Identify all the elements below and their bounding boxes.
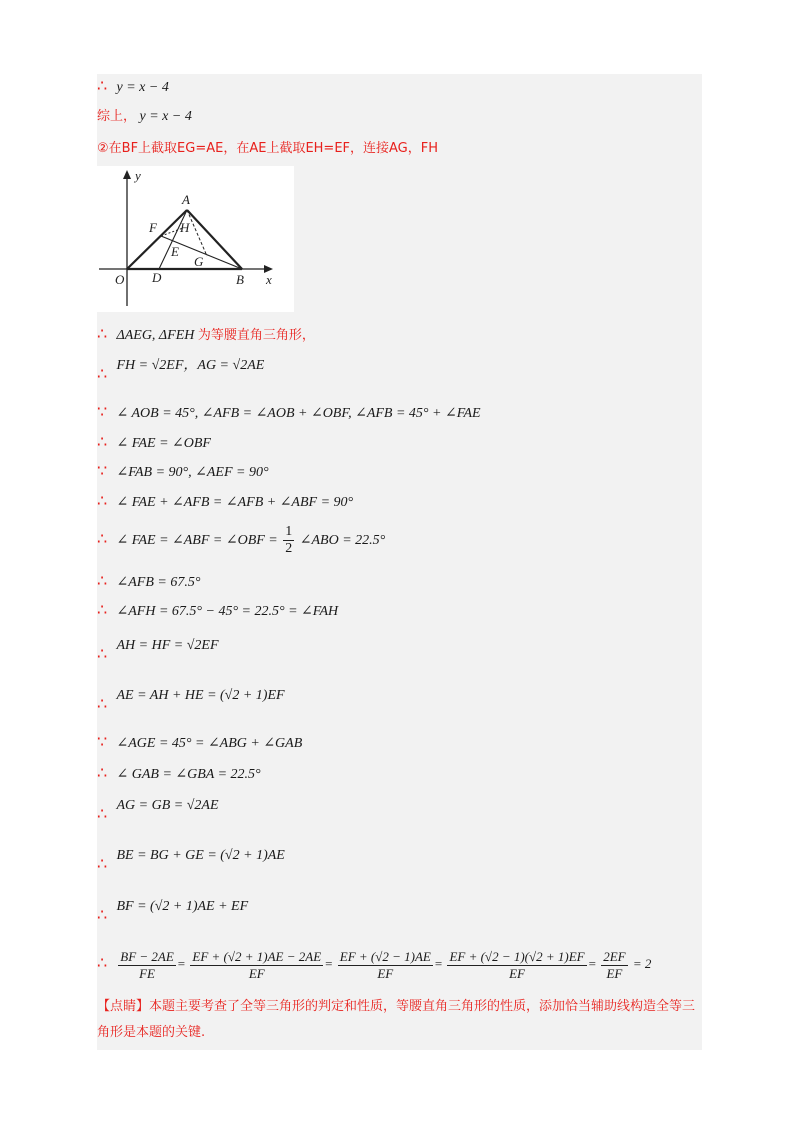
denominator: EF xyxy=(606,965,623,981)
therefore-symbol: ∴ xyxy=(97,856,108,873)
note-heading: 【点睛】 xyxy=(97,999,150,1014)
equation: BE = BG + GE = (√2 + 1)AE xyxy=(116,848,285,863)
step-fae-obf xyxy=(97,434,211,453)
because-symbol: ∵ xyxy=(97,404,108,421)
therefore-symbol: ∴ xyxy=(97,493,108,510)
equation: AG = GB = √2AE xyxy=(116,798,219,813)
step-ah-hf xyxy=(97,636,219,663)
denominator: EF xyxy=(509,965,525,981)
equation: ∠AFH = 67.5° − 45° = 22.5° = ∠FAH xyxy=(116,604,339,619)
denominator: EF xyxy=(377,965,394,981)
construction-step: ②在BF上截取EG=AE，在AE上截取EH=EF，连接AG，FH xyxy=(97,141,439,156)
fraction-3 xyxy=(338,949,433,982)
step-bf xyxy=(97,897,249,924)
equation: ∠ FAE = ∠OBF xyxy=(116,436,211,451)
numerator: BF − 2AE xyxy=(120,948,174,964)
therefore-symbol: ∴ xyxy=(97,907,108,924)
therefore-symbol: ∴ xyxy=(97,531,108,548)
numerator: 2EF xyxy=(603,948,626,964)
note-body: 本题主要考查了全等三角形的判定和性质，等腰直角三角形的性质，添加恰当辅助线构造全等三角形是本题的关键. xyxy=(97,999,696,1040)
equation: BF = (√2 + 1)AE + EF xyxy=(116,899,249,914)
therefore-symbol: ∴ xyxy=(97,434,108,451)
label-D: D xyxy=(152,270,162,285)
fraction-5 xyxy=(601,949,627,982)
equation: y = x − 4 xyxy=(139,109,192,124)
equation: ∠ FAE + ∠AFB = ∠AFB + ∠ABF = 90° xyxy=(116,495,354,510)
therefore-symbol: ∴ xyxy=(97,602,108,619)
step-be xyxy=(97,846,285,873)
numerator: EF + (√2 − 1)AE xyxy=(339,948,431,964)
numerator: EF + (√2 + 1)AE − 2AE xyxy=(192,948,322,964)
line-summary xyxy=(97,108,192,126)
step-afb xyxy=(97,573,200,592)
equation: ∠AGE = 45° = ∠ABG + ∠GAB xyxy=(116,736,303,751)
therefore-symbol: ∴ xyxy=(97,765,108,782)
line-y-eq xyxy=(97,78,169,97)
therefore-symbol: ∴ xyxy=(97,78,108,95)
therefore-symbol: ∴ xyxy=(97,573,108,590)
because-symbol: ∵ xyxy=(97,463,108,480)
fraction-2 xyxy=(190,949,323,982)
step-gab xyxy=(97,765,261,784)
step-isosceles xyxy=(97,326,315,345)
step-angle-aob xyxy=(97,404,481,423)
equation: y = x − 4 xyxy=(116,80,169,95)
step-sum-90 xyxy=(97,493,353,512)
equation-left: ∠ FAE = ∠ABF = ∠OBF = xyxy=(116,533,278,548)
equation: ∠FAB = 90°, ∠AEF = 90° xyxy=(116,465,269,480)
therefore-symbol: ∴ xyxy=(97,696,108,713)
step-ratio: ∴ $\frac{BF - 2AE}{FE}$ = $\frac{EF + (√2 + 1)AE - 2AE}{EF}$ = $\frac{EF + (√2 - 1)AE}{EF}$ = $\frac{EF + (√2 - 1)(√2 + 1)EF}{EF}$ = $\frac{2EF}{EF}$ = 2 xyxy=(97,946,651,982)
step-half-angle xyxy=(97,524,385,557)
label-x: x xyxy=(266,272,272,287)
label-E: E xyxy=(171,244,179,259)
therefore-symbol: ∴ xyxy=(97,646,108,663)
equation-right: ∠ABO = 22.5° xyxy=(299,533,386,548)
step-fab-90 xyxy=(97,463,269,482)
fraction-4 xyxy=(447,949,586,982)
triangles-text: 为等腰直角三角形， xyxy=(197,328,315,343)
fraction-1 xyxy=(118,949,176,982)
fraction-half xyxy=(283,524,294,557)
denominator: EF xyxy=(248,965,265,981)
label-O: O xyxy=(115,272,125,287)
denominator: FE xyxy=(139,965,155,981)
therefore-symbol: ∴ xyxy=(97,955,108,972)
note-paragraph xyxy=(97,994,697,1046)
step-ae xyxy=(97,686,285,713)
equation: AH = HF = √2EF xyxy=(116,638,219,653)
geometry-figure xyxy=(97,166,294,312)
result: = 2 xyxy=(632,956,652,971)
label-y: y xyxy=(135,168,141,183)
triangles-expr: ΔAEG, ΔFEH xyxy=(116,328,195,343)
therefore-symbol: ∴ xyxy=(97,806,108,823)
label-H: H xyxy=(180,220,190,235)
therefore-symbol: ∴ xyxy=(97,326,108,343)
label-F: F xyxy=(149,220,157,235)
numerator: 1 xyxy=(285,524,293,540)
equation: ∠AFB = 67.5° xyxy=(116,575,201,590)
label-G: G xyxy=(194,254,204,269)
label-A: A xyxy=(182,192,190,207)
equation: AE = AH + HE = (√2 + 1)EF xyxy=(116,688,285,703)
denominator: 2 xyxy=(285,541,293,557)
because-symbol: ∵ xyxy=(97,734,108,751)
equation: FH = √2EF，AG = √2AE xyxy=(116,358,265,373)
step-age xyxy=(97,734,302,753)
therefore-symbol: ∴ xyxy=(97,366,108,383)
step-fh-ag xyxy=(97,356,265,383)
step-afh xyxy=(97,602,338,621)
label-B: B xyxy=(236,272,244,287)
numerator: EF + (√2 − 1)(√2 + 1)EF xyxy=(449,948,585,964)
step-ag-gb xyxy=(97,796,219,823)
summary-prefix: 综上， xyxy=(97,109,137,124)
equation: ∠ AOB = 45°, ∠AFB = ∠AOB + ∠OBF, ∠AFB = 45° + ∠FAE xyxy=(116,406,481,421)
equation: ∠ GAB = ∠GBA = 22.5° xyxy=(116,767,261,782)
